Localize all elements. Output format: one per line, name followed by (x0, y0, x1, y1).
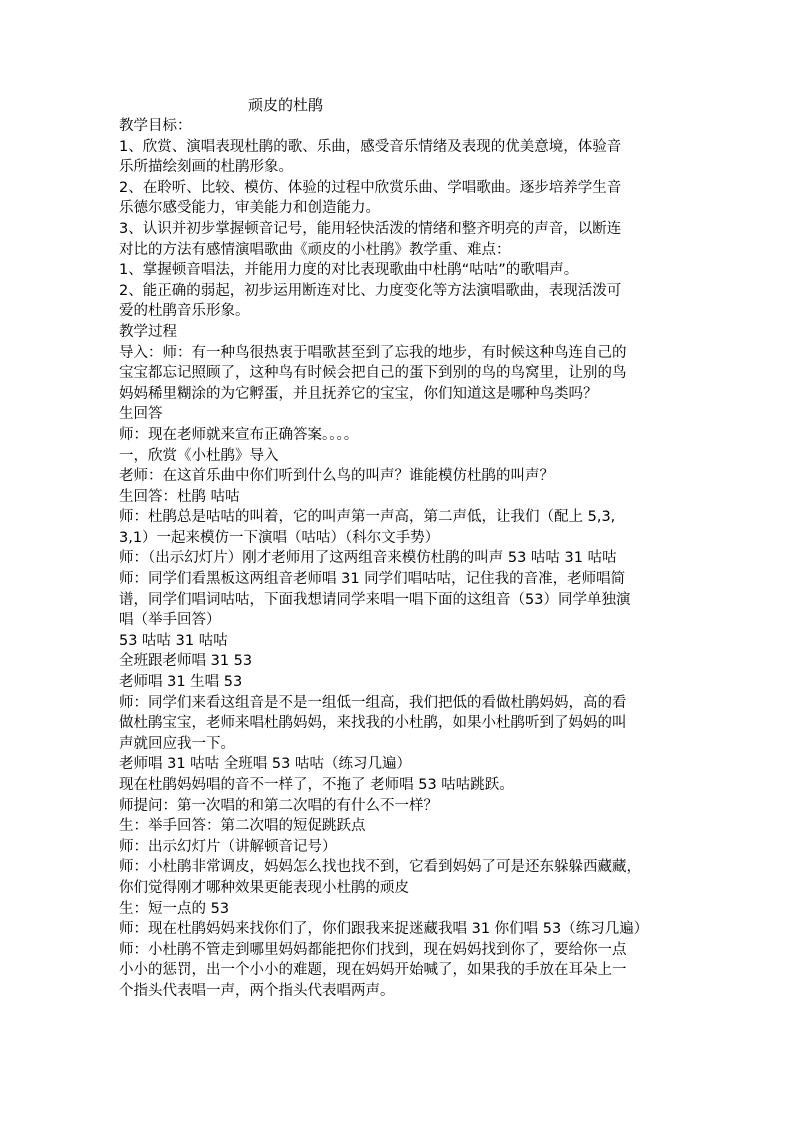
text-line: 3,1）一起来模仿一下演唱（咕咕）（科尔文手势） (119, 529, 440, 546)
text-line: 教学过程 (119, 323, 177, 340)
text-line: 爱的杜鹃音乐形象。 (119, 303, 250, 320)
text-line: 教学目标： (119, 118, 192, 134)
text-line: 生：短一点的 53 (119, 900, 230, 917)
text-line: 乐所描绘刻画的杜鹃形象。 (119, 159, 293, 176)
text-line: 师：杜鹃总是咕咕的叫着，它的叫声第一声高，第二声低，让我们（配上 5,3, (119, 509, 616, 526)
text-line: 生：举手回答：第二次唱的短促跳跃点 (119, 818, 366, 835)
text-line: 唱（举手回答） (119, 612, 221, 629)
text-line: 声就回应我一下。 (119, 735, 235, 752)
text-line: 做杜鹃宝宝，老师来唱杜鹃妈妈，来找我的小杜鹃，如果小杜鹃听到了妈妈的叫 (119, 715, 627, 732)
text-line: 老师：在这首乐曲中你们听到什么鸟的叫声？谁能模仿杜鹃的叫声？ (119, 468, 554, 485)
text-line: 小小的惩罚，出一个小小的难题，现在妈妈开始喊了，如果我的手放在耳朵上一 (119, 962, 627, 979)
text-line: 师：同学们来看这组音是不是一组低一组高，我们把低的看做杜鹃妈妈，高的看 (119, 694, 627, 711)
text-line: 妈妈稀里糊涂的为它孵蛋，并且抚养它的宝宝，你们知道这是哪种鸟类吗？ (119, 385, 598, 402)
text-line: 对比的方法有感情演唱歌曲《顽皮的小杜鹃》教学重、难点： (119, 241, 511, 258)
text-line: 宝宝都忘记照顾了，这种鸟有时候会把自己的蛋下到别的鸟的鸟窝里，让别的鸟 (119, 365, 627, 382)
text-line: 老师唱 31 生唱 53 (119, 674, 243, 691)
text-line: 3、认识并初步掌握顿音记号，能用轻快活泼的情绪和整齐明亮的声音，以断连 (119, 220, 622, 237)
text-line: 1、掌握顿音唱法，并能用力度的对比表现歌曲中杜鹃“咕咕”的歌唱声。 (119, 262, 579, 279)
text-line: 1、欣赏、演唱表现杜鹃的歌、乐曲，感受音乐情绪及表现的优美意境，体验音 (119, 138, 622, 155)
text-line: 2、在聆听、比较、模仿、体验的过程中欣赏乐曲、学唱歌曲。逐步培养学生音 (119, 179, 622, 196)
text-line: 生回答：杜鹃 咕咕 (119, 488, 240, 505)
text-line: 师：同学们看黑板这两组音老师唱 31 同学们唱咕咕，记住我的音准，老师唱简 (119, 571, 626, 588)
text-line: 师提问：第一次唱的和第二次唱的有什么不一样？ (119, 797, 438, 814)
text-line: 谱，同学们唱词咕咕，下面我想请同学来唱一唱下面的这组音（53）同学单独演 (119, 591, 631, 608)
text-line: 师：现在杜鹃妈妈来找你们了，你们跟我来捉迷藏我唱 31 你们唱 53（练习几遍） (119, 921, 649, 938)
text-line: 生回答 (119, 406, 163, 423)
text-line: 现在杜鹃妈妈唱的音不一样了，不拖了 老师唱 53 咕咕跳跃。 (119, 777, 514, 793)
text-line: 师：现在老师就来宣布正确答案。。。。 (119, 426, 359, 443)
text-line: 师：小杜鹃非常调皮，妈妈怎么找也找不到，它看到妈妈了可是还东躲躲西藏藏， (119, 859, 641, 876)
text-line: 2、能正确的弱起，初步运用断连对比、力度变化等方法演唱歌曲，表现活泼可 (119, 282, 622, 299)
text-line: 师：出示幻灯片（讲解顿音记号） (119, 838, 337, 855)
text-line: 师：小杜鹃不管走到哪里妈妈都能把你们找到，现在妈妈找到你了，要给你一点 (119, 941, 627, 958)
text-line: 导入：师：有一种鸟很热衷于唱歌甚至到了忘我的地步，有时候这种鸟连自己的 (119, 344, 627, 361)
text-line: 你们觉得刚才哪种效果更能表现小杜鹃的顽皮 (119, 879, 409, 896)
document-body (119, 116, 684, 1002)
text-line: 个指头代表唱一声，两个指头代表唱两声。 (119, 982, 395, 999)
text-line: 全班跟老师唱 31 53 (119, 653, 253, 670)
text-line: 乐德尔感受能力，审美能力和创造能力。 (119, 200, 380, 217)
text-line: 一，欣赏《小杜鹃》导入 (119, 447, 279, 464)
document-title: 顽皮的杜鹃 (248, 96, 324, 114)
text-line: 53 咕咕 31 咕咕 (119, 632, 228, 649)
text-line: 老师唱 31 咕咕 全班唱 53 咕咕（练习几遍） (119, 756, 411, 773)
text-line: 师：（出示幻灯片）刚才老师用了这两组音来模仿杜鹃的叫声 53 咕咕 31 咕咕 (119, 550, 617, 567)
